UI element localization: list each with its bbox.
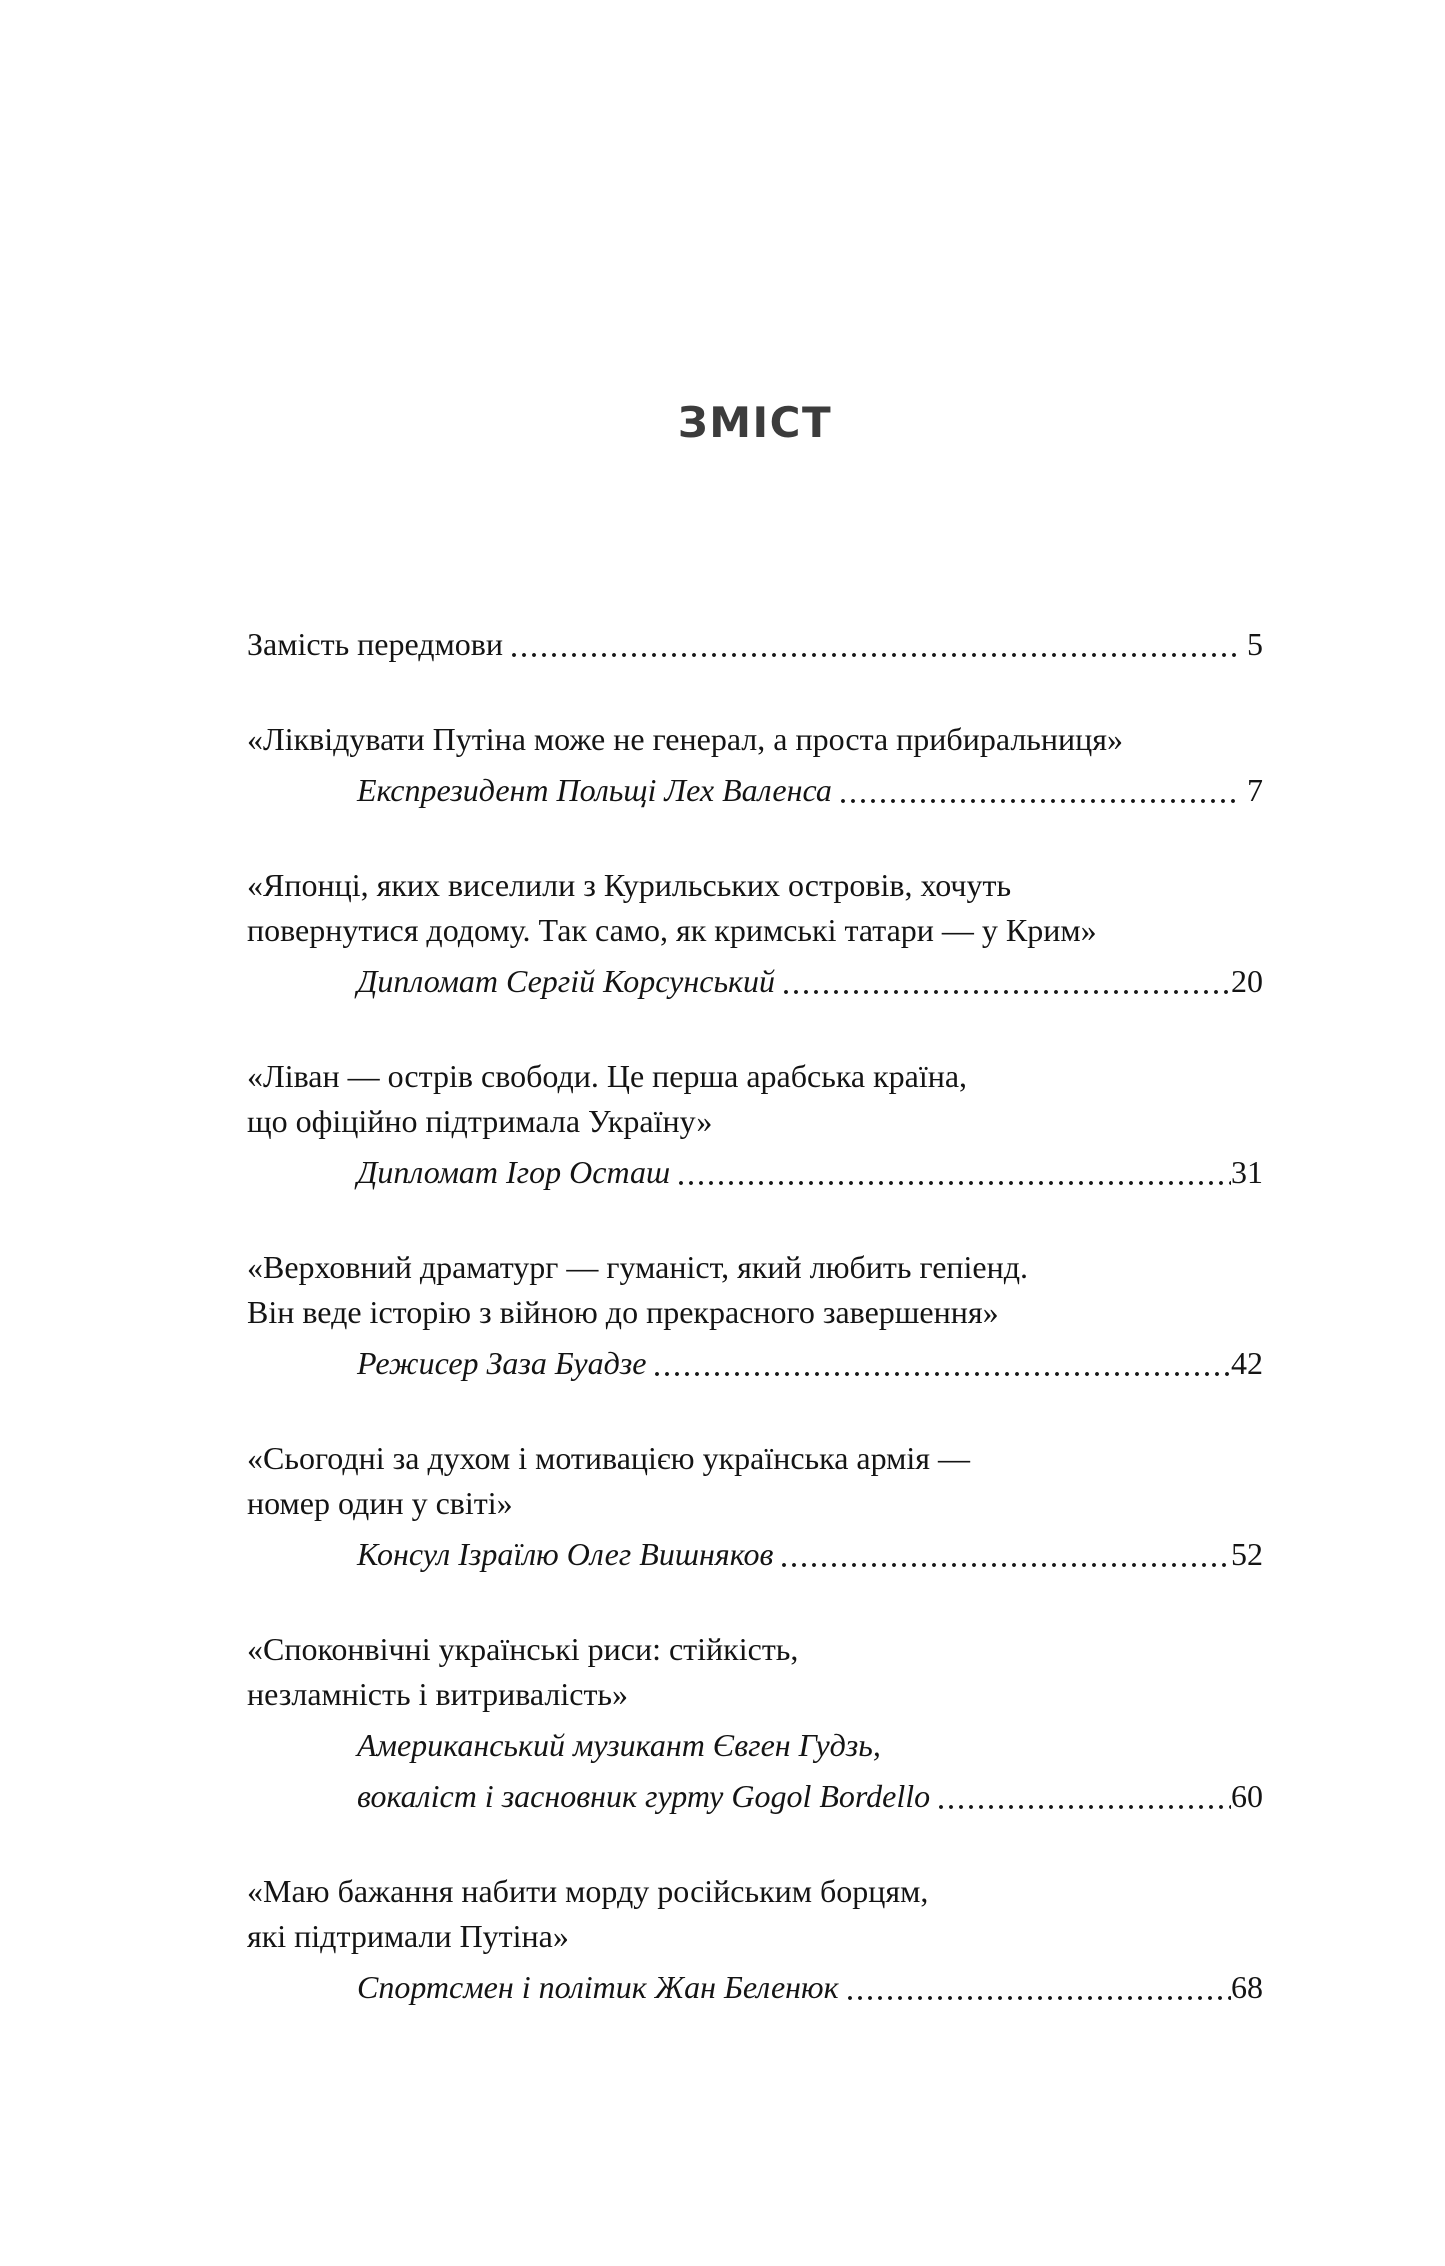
leader-row	[247, 959, 1263, 1004]
entry-leader-text: Консул Ізраїлю Олег Вишняков	[357, 1536, 774, 1572]
entry-title-line: що офіційно підтримала Україну»	[247, 1103, 713, 1139]
dot-leader	[936, 1774, 1231, 1819]
dot-leader	[652, 1341, 1231, 1386]
entry-leader-text: Експрезидент Польщі Лех Валенса	[357, 772, 832, 808]
page-number: 5	[1239, 626, 1263, 662]
toc-entries	[247, 444, 1263, 2010]
toc-entry	[247, 717, 1263, 813]
entry-title-line: номер один у світі»	[247, 1485, 513, 1521]
toc-entry	[247, 1869, 1263, 2010]
entry-leader-text: Дипломат Ігор Осташ	[357, 1154, 671, 1190]
entry-title-line: «Верховний драматург — гуманіст, який любить гепіенд.	[247, 1249, 1029, 1285]
leader-row	[247, 1774, 1263, 1819]
entry-title-line: повернутися додому. Так само, як кримські татари — у Крим»	[247, 912, 1097, 948]
entry-title-line: «Споконвічні українські риси: стійкість,	[247, 1631, 799, 1667]
page-number: 20	[1231, 963, 1263, 999]
toc-entry	[247, 1436, 1263, 1577]
dot-leader	[838, 768, 1239, 813]
dot-leader	[845, 1965, 1231, 2010]
leader-row	[247, 1965, 1263, 2010]
entry-title-line: незламність і витривалість»	[247, 1676, 629, 1712]
dot-leader	[676, 1150, 1231, 1195]
entry-author-line: Американський музикант Євген Гудзь,	[357, 1727, 881, 1763]
entry-title-line: «Ліван — острів свободи. Це перша арабська країна,	[247, 1058, 968, 1094]
toc-entry	[247, 622, 1263, 667]
dot-leader	[781, 959, 1231, 1004]
entry-title-line: які підтримали Путіна»	[247, 1918, 569, 1954]
entry-title-line: «Ліквідувати Путіна може не генерал, а проста прибиральниця»	[247, 721, 1123, 757]
dot-leader	[509, 622, 1239, 667]
entry-leader-text: Дипломат Сергій Корсунський	[357, 963, 775, 999]
entry-leader-text: Спортсмен і політик Жан Беленюк	[357, 1969, 839, 2005]
leader-row	[247, 622, 1263, 667]
entry-title-line: Він веде історію з війною до прекрасного завершення»	[247, 1294, 999, 1330]
page-number: 31	[1231, 1154, 1263, 1190]
page-number: 60	[1231, 1778, 1263, 1814]
leader-row	[247, 1150, 1263, 1195]
dot-leader	[779, 1532, 1231, 1577]
toc-entry	[247, 1245, 1263, 1386]
entry-leader-text: вокаліст і засновник гурту Gogol Bordello	[357, 1778, 931, 1814]
page-number: 68	[1231, 1969, 1263, 2005]
page-number: 42	[1231, 1345, 1263, 1381]
entry-title-line: «Сьогодні за духом і мотивацією українська армія —	[247, 1440, 970, 1476]
toc-entry	[247, 863, 1263, 1004]
toc-entry	[247, 1054, 1263, 1195]
leader-row	[247, 768, 1263, 813]
toc-entry	[247, 1627, 1263, 1819]
page-title: ЗМІСТ	[677, 398, 833, 447]
page-number: 7	[1239, 772, 1263, 808]
leader-row	[247, 1532, 1263, 1577]
entry-leader-text: Режисер Заза Буадзе	[357, 1345, 647, 1381]
entry-title-line: «Японці, яких виселили з Курильських островів, хочуть	[247, 867, 1012, 903]
entry-title-line: «Маю бажання набити морду російським борцям,	[247, 1873, 929, 1909]
page-number: 52	[1231, 1536, 1263, 1572]
leader-row	[247, 1341, 1263, 1386]
entry-leader-text: Замість передмови	[247, 626, 504, 662]
